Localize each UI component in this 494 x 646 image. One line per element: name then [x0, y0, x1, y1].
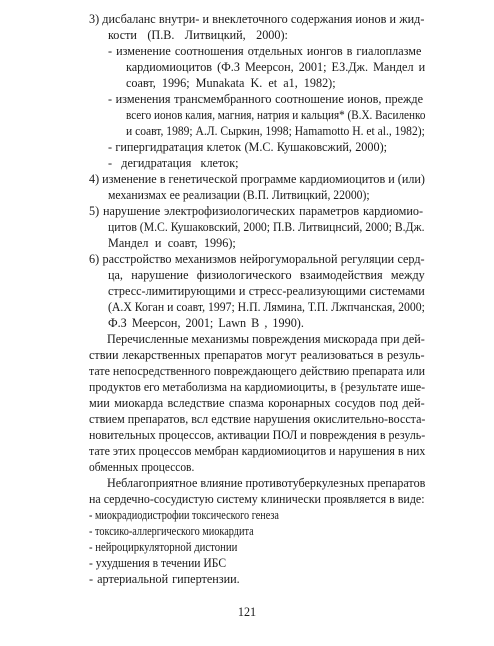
- text-line: Перечисленные механизмы повреждения мискорада при дей-: [107, 332, 425, 346]
- text-line: соавт, 1996; Munakata K. et a1, 1982);: [126, 76, 336, 90]
- text-line: (А.Х Коган и соавт, 1997; Н.П. Лямина, Т.П. Лжпчанская, 2000;: [108, 300, 425, 314]
- text-line: тате этих процессов мембран кардиомиоцитов и нарушения в них: [89, 444, 426, 458]
- text-line: новительных процессов, активации ПОЛ и повреждения в резуль-: [89, 428, 426, 442]
- text-line: на сердечно-сосудистую систему клинически проявляется в виде:: [89, 492, 425, 506]
- text-line: стресс-лимитирующими и стресс-реализующими системами: [108, 284, 425, 298]
- text-line: - артериальной гипертензии.: [89, 572, 240, 586]
- text-line: - ухудшения в течении ИБС: [89, 556, 227, 570]
- page-number: 121: [237, 605, 257, 619]
- text-line: и соавт, 1989; А.Л. Сыркин, 1998; Hamamotto H. et al., 1982);: [126, 124, 425, 138]
- text-line: 3) дисбаланс внутри- и внеклеточного содержания ионов и жид-: [89, 12, 425, 26]
- text-line: 4) изменение в генетической программе кардиомиоцитов и (или): [89, 172, 425, 186]
- text-line: тате непосредственного повреждающего действию препарата или: [89, 364, 426, 378]
- text-line: всего ионов калия, магния, натрия и кальция* (В.Х. Василенко: [126, 108, 426, 122]
- text-line: 6) расстройство механизмов нейрогуморальной регуляции серд-: [89, 252, 425, 266]
- text-line: механизмах ее реализации (В.П. Литвицкий, 22000);: [108, 188, 370, 202]
- text-line: кардиомиоцитов (Ф.З Меерсон, 2001; ЕЗ.Дж. Мандел и: [126, 60, 426, 74]
- text-line: ца, нарушение физиологического взаимодействия между: [108, 268, 425, 282]
- text-line: - миокрадиодистрофии токсического генеза: [89, 508, 279, 522]
- text-line: ствием препаратов, всл едствие нарушения окислительно-восста-: [89, 412, 426, 426]
- text-line: - изменение соотношения отдельных ионгов в гиалоплазме: [108, 44, 422, 58]
- text-line: ствии лекарственных препаратов могут реализоваться в резуль-: [89, 348, 425, 362]
- text-line: обменных процессов.: [89, 460, 195, 474]
- text-line: Ф.З Меерсон, 2001; Lawn B , 1990).: [108, 316, 304, 330]
- text-line: - токсико-аллергического миокардита: [89, 524, 254, 538]
- text-line: мии миокарда вследствие спазма коронарных сосудов под дей-: [89, 396, 425, 410]
- text-line: продуктов его метаболизма на кардиомиоциты, в {результате ише-: [89, 380, 426, 394]
- text-line: - изменения трансмембранного соотношение ионов, прежде: [108, 92, 424, 106]
- text-line: 5) нарушение электрофизиологических параметров кардиомио-: [89, 204, 424, 218]
- text-line: Неблагоприятное влияние противотуберкулезных препаратов: [107, 476, 426, 490]
- text-line: - гипергидратация клеток (М.С. Кушаковсжий, 2000);: [108, 140, 388, 154]
- text-line: - дегидратация клеток;: [108, 156, 239, 170]
- text-line: Мандел и соавт, 1996);: [108, 236, 236, 250]
- text-line: цитов (М.С. Кушаковский, 2000; П.В. Литвицнсий, 2000; В.Дж.: [108, 220, 425, 234]
- text-line: кости (П.В. Литвицкий, 2000):: [108, 28, 288, 42]
- text-line: - нейроциркуляторной дистонии: [89, 540, 238, 554]
